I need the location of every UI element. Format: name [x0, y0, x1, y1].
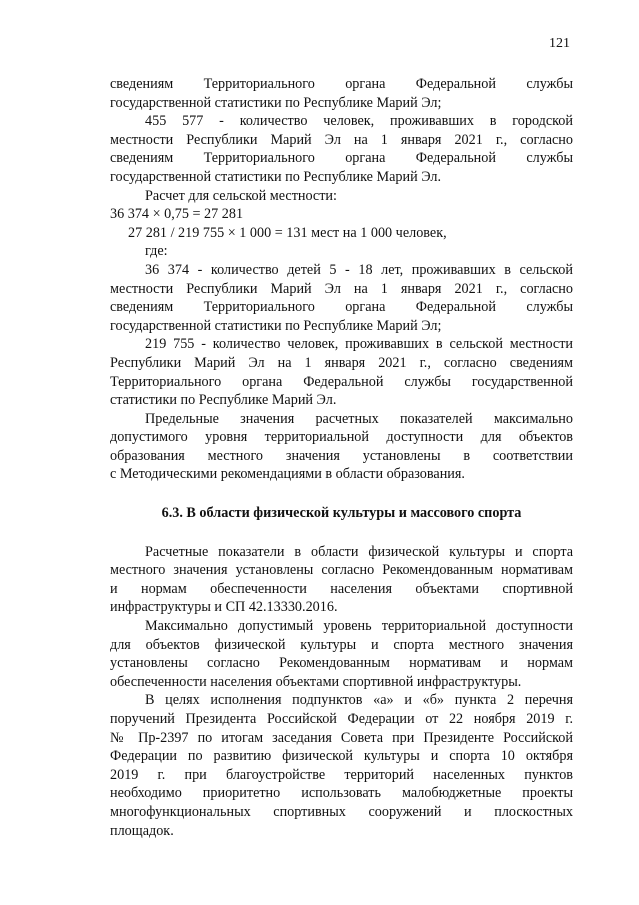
formula-line: 27 281 / 219 755 × 1 000 = 131 мест на 1 000 человек,: [128, 224, 447, 241]
text-line: установлены согласно Рекомендованным нормативам и нормам: [110, 655, 573, 672]
text-line: 2019 г. при благоустройстве территорий населенных пунктов: [110, 766, 573, 783]
text-line: В целях исполнения подпунктов «а» и «б» пункта 2 перечня: [145, 692, 573, 709]
text-line: сведениям Территориального органа Федеральной службы: [110, 299, 573, 316]
text-line: с Методическими рекомендациями в области образования.: [110, 466, 465, 483]
text-line: Предельные значения расчетных показателей максимально: [145, 410, 573, 427]
spacer: [110, 523, 573, 543]
text-line: государственной статистики по Республике Марий Эл.: [110, 168, 442, 185]
text-line: сведениям Территориального органа Федеральной службы: [110, 76, 573, 92]
text-line: сведениям Территориального органа Федеральной службы: [110, 150, 573, 167]
text-line: местности Республики Марий Эл на 1 января 2021 г., согласно: [110, 131, 573, 148]
text-line: 219 755 - количество человек, проживавших в сельской местности: [145, 336, 573, 353]
text-line: для объектов физической культуры и спорта местного значения: [110, 636, 573, 653]
text-line: статистики по Республике Марий Эл.: [110, 392, 337, 409]
text-line: Расчетные показатели в области физической культуры и спорта: [145, 543, 573, 560]
text-line: обеспеченности населения объектами спортивной инфраструктуры.: [110, 673, 522, 690]
text-line: Федерации по развитию физической культуры и спорта 10 октября: [110, 748, 573, 765]
text-line: государственной статистики по Республике Марий Эл;: [110, 94, 442, 111]
text-line: № Пр-2397 по итогам заседания Совета при Президенте Российской: [110, 729, 573, 746]
text-line: Территориального органа Федеральной службы государственной: [110, 373, 573, 390]
text-line: 455 577 - количество человек, проживавших в городской: [145, 113, 573, 130]
text-line: местности Республики Марий Эл на 1 января 2021 г., согласно: [110, 280, 573, 297]
text-line: допустимого уровня территориальной доступности для объектов: [110, 429, 573, 446]
text-line: государственной статистики по Республике Марий Эл;: [110, 317, 442, 334]
text-line: Расчет для сельской местности:: [145, 187, 337, 204]
text-line: Республики Марий Эл на 1 января 2021 г., согласно сведениям: [110, 354, 573, 371]
text-line: где:: [145, 243, 168, 260]
text-line: площадок.: [110, 822, 174, 839]
section-heading: 6.3. В области физической культуры и массового спорта: [161, 505, 522, 522]
text-line: поручений Президента Российской Федерации от 22 ноября 2019 г.: [110, 711, 573, 727]
text-line: необходимо приоритетно использовать малобюджетные проекты: [110, 785, 573, 802]
text-line: Максимально допустимый уровень территориальной доступности: [145, 618, 573, 635]
text-line: образования местного значения установлены в соответствии: [110, 447, 573, 464]
formula-line: 36 374 × 0,75 = 27 281: [110, 206, 244, 223]
text-line: инфраструктуры и СП 42.13330.2016.: [110, 599, 338, 616]
text-line: местного значения установлены согласно Рекомендованным нормативам: [110, 562, 573, 579]
text-line: и нормам обеспеченности населения объектами спортивной: [110, 580, 573, 597]
text-line: многофункциональных спортивных сооружений и плоскостных: [110, 803, 573, 820]
page-content: [110, 75, 573, 840]
text-line: 36 374 - количество детей 5 - 18 лет, проживавших в сельской: [145, 261, 573, 278]
page-number: 121: [549, 36, 570, 51]
